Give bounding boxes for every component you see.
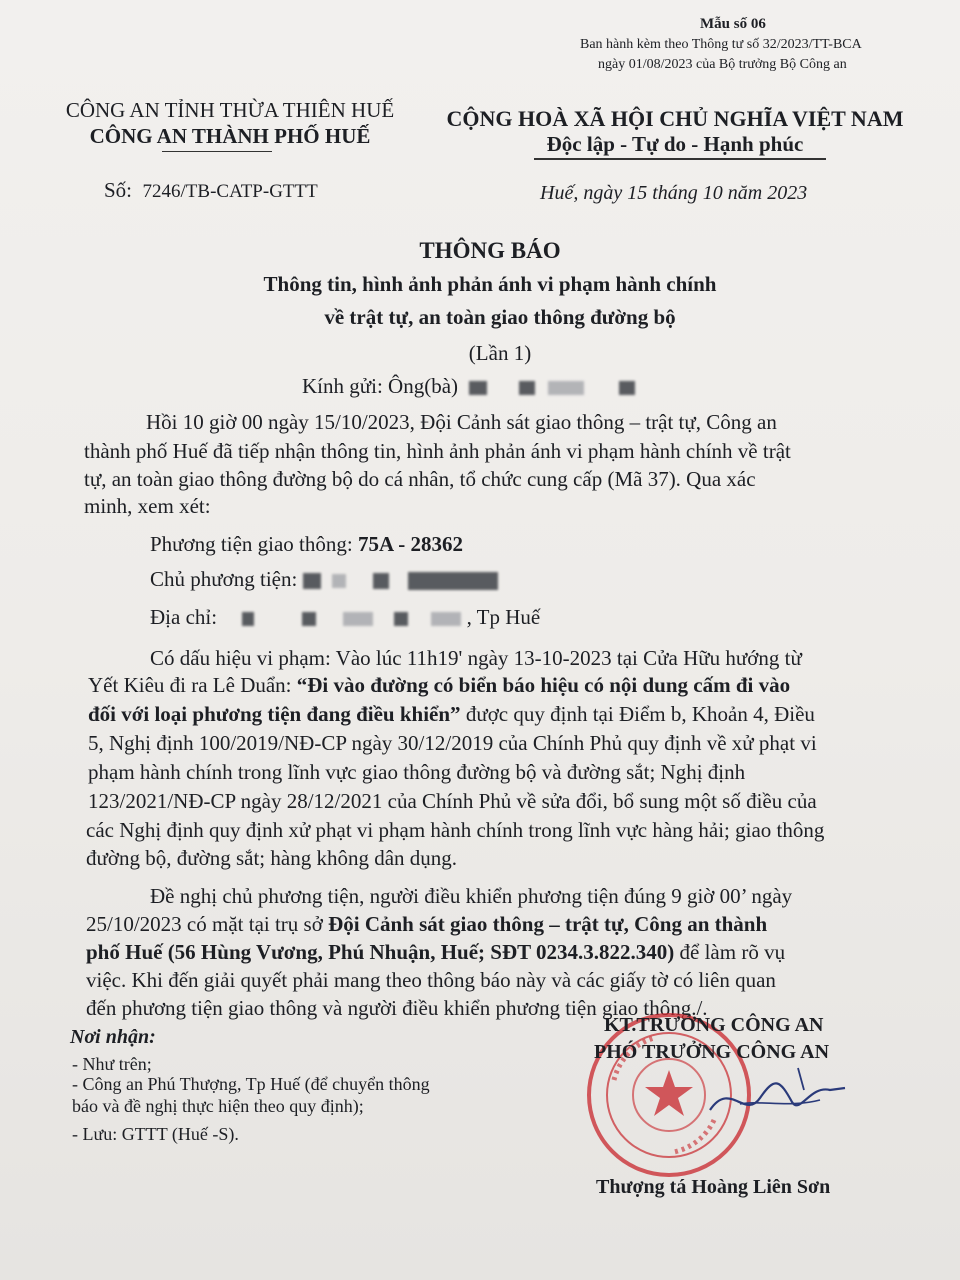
violation-description: “Đi vào đường có biển báo hiệu có nội dung cấm đi vào — [296, 673, 791, 697]
redacted-owner — [408, 572, 498, 590]
reference-label: Số: — [104, 178, 133, 202]
recipients-title: Nơi nhận: — [70, 1026, 156, 1048]
form-issuance-line-1: Ban hành kèm theo Thông tư số 32/2023/TT-BCA — [580, 37, 862, 52]
signature-authority-line-2: PHÓ TRƯỞNG CÔNG AN — [594, 1041, 830, 1063]
violation-description-end: đối với loại phương tiện đang điều khiển” — [88, 702, 461, 726]
request-line-1: Đề nghị chủ phương tiện, người điều khiển phương tiện đúng 9 giờ 00’ ngày — [150, 884, 793, 908]
reference-number — [104, 178, 318, 203]
redacted-name — [519, 381, 535, 395]
request-line-3 — [86, 940, 785, 965]
recipient-3: - Lưu: GTTT (Huế -S). — [72, 1124, 239, 1144]
redacted-address — [242, 612, 254, 626]
intro-line-1: Hồi 10 giờ 00 ngày 15/10/2023, Đội Cảnh sát giao thông – trật tự, Công an — [146, 410, 777, 434]
place-and-date: Huế, ngày 15 tháng 10 năm 2023 — [540, 182, 808, 204]
national-motto: Độc lập - Tự do - Hạnh phúc — [546, 132, 804, 156]
notice-round: (Lần 1) — [468, 341, 532, 365]
request-office-address: phố Huế (56 Hùng Vương, Phú Nhuận, Huế; SĐT 0234.3.822.340) — [86, 940, 675, 964]
form-issuance-line-2: ngày 01/08/2023 của Bộ trưởng Bộ Công an — [598, 57, 847, 72]
violation-line-8: đường bộ, đường sắt; hàng không dân dụng. — [86, 846, 458, 870]
redacted-address — [343, 612, 373, 626]
addressee — [302, 374, 635, 399]
violation-line-3 — [88, 702, 815, 727]
document-subtitle-line-1: Thông tin, hình ảnh phản ánh vi phạm hành chính — [263, 272, 717, 296]
redacted-address — [431, 612, 461, 626]
license-plate: 75A - 28362 — [357, 532, 463, 556]
violation-legal-ref: được quy định tại Điểm b, Khoản 4, Điều — [460, 702, 815, 726]
recipient-1: - Như trên; — [72, 1054, 152, 1074]
motto-underline — [534, 158, 826, 160]
address-label: Địa chỉ: — [150, 605, 218, 629]
redacted-address — [302, 612, 316, 626]
owner-line — [150, 567, 498, 592]
addressee-label: Kính gửi: Ông(bà) — [302, 374, 459, 398]
handwritten-signature — [700, 1060, 850, 1130]
request-office: Đội Cảnh sát giao thông – trật tự, Công an thành — [328, 912, 768, 936]
request-line-4: việc. Khi đến giải quyết phải mang theo thông báo này và các giấy tờ có liên quan — [86, 968, 776, 992]
intro-line-3: tự, an toàn giao thông đường bộ do cá nhân, tổ chức cung cấp (Mã 37). Qua xác — [84, 467, 756, 491]
violation-line-5: phạm hành chính trong lĩnh vực giao thông đường bộ và đường sắt; Nghị định — [88, 760, 746, 784]
reference-value: 7246/TB-CATP-GTTT — [142, 181, 318, 202]
request-line-2 — [86, 912, 767, 937]
violation-line-1: Có dấu hiệu vi phạm: Vào lúc 11h19' ngày 13-10-2023 tại Cửa Hữu hướng từ — [150, 646, 802, 670]
violation-line-2 — [88, 673, 790, 698]
vehicle-line — [150, 532, 463, 557]
recipient-2-cont: báo và đề nghị thực hiện theo quy định); — [72, 1096, 364, 1116]
request-date: 25/10/2023 có mặt tại trụ sở — [86, 912, 329, 936]
vehicle-label: Phương tiện giao thông: — [150, 532, 353, 556]
owner-label: Chủ phương tiện: — [150, 567, 298, 591]
form-number: Mẫu số 06 — [700, 16, 766, 32]
document-subtitle-line-2: về trật tự, an toàn giao thông đường bộ — [324, 305, 676, 329]
request-line-5: đến phương tiện giao thông và người điều khiển phương tiện giao thông./. — [86, 996, 708, 1020]
redacted-address — [394, 612, 408, 626]
redacted-owner — [332, 574, 346, 588]
violation-line-4: 5, Nghị định 100/2019/NĐ-CP ngày 30/12/2019 của Chính Phủ quy định về xử phạt vi — [88, 731, 817, 755]
signer-name: Thượng tá Hoàng Liên Sơn — [596, 1176, 831, 1198]
request-purpose: để làm rõ vụ — [674, 940, 786, 964]
unit-underline — [162, 151, 272, 152]
redacted-name — [619, 381, 635, 395]
signature-authority-line-1: KT.TRƯỞNG CÔNG AN — [604, 1014, 824, 1036]
violation-line-6: 123/2021/NĐ-CP ngày 28/12/2021 của Chính Phủ về sửa đổi, bổ sung một số điều của — [88, 789, 817, 813]
violation-line-7: các Nghị định quy định xử phạt vi phạm hành chính trong lĩnh vực hàng hải; giao thông — [86, 818, 825, 842]
recipient-2: - Công an Phú Thượng, Tp Huế (để chuyển thông — [72, 1074, 430, 1094]
redacted-owner — [303, 573, 321, 589]
address-line — [150, 605, 540, 630]
issuing-unit: CÔNG AN THÀNH PHỐ HUẾ — [89, 124, 371, 148]
intro-line-4: minh, xem xét: — [84, 494, 211, 518]
redacted-name — [469, 381, 487, 395]
document-title: THÔNG BÁO — [419, 238, 561, 263]
violation-location: Yết Kiêu đi ra Lê Duẩn: — [88, 673, 297, 697]
issuing-agency: CÔNG AN TỈNH THỪA THIÊN HUẾ — [65, 98, 395, 122]
national-title: CỘNG HOÀ XÃ HỘI CHỦ NGHĨA VIỆT NAM — [446, 106, 904, 131]
redacted-name — [548, 381, 584, 395]
address-suffix: , Tp Huế — [466, 605, 541, 629]
intro-line-2: thành phố Huế đã tiếp nhận thông tin, hình ảnh phản ánh vi phạm hành chính về trật — [84, 439, 791, 463]
redacted-owner — [373, 573, 389, 589]
